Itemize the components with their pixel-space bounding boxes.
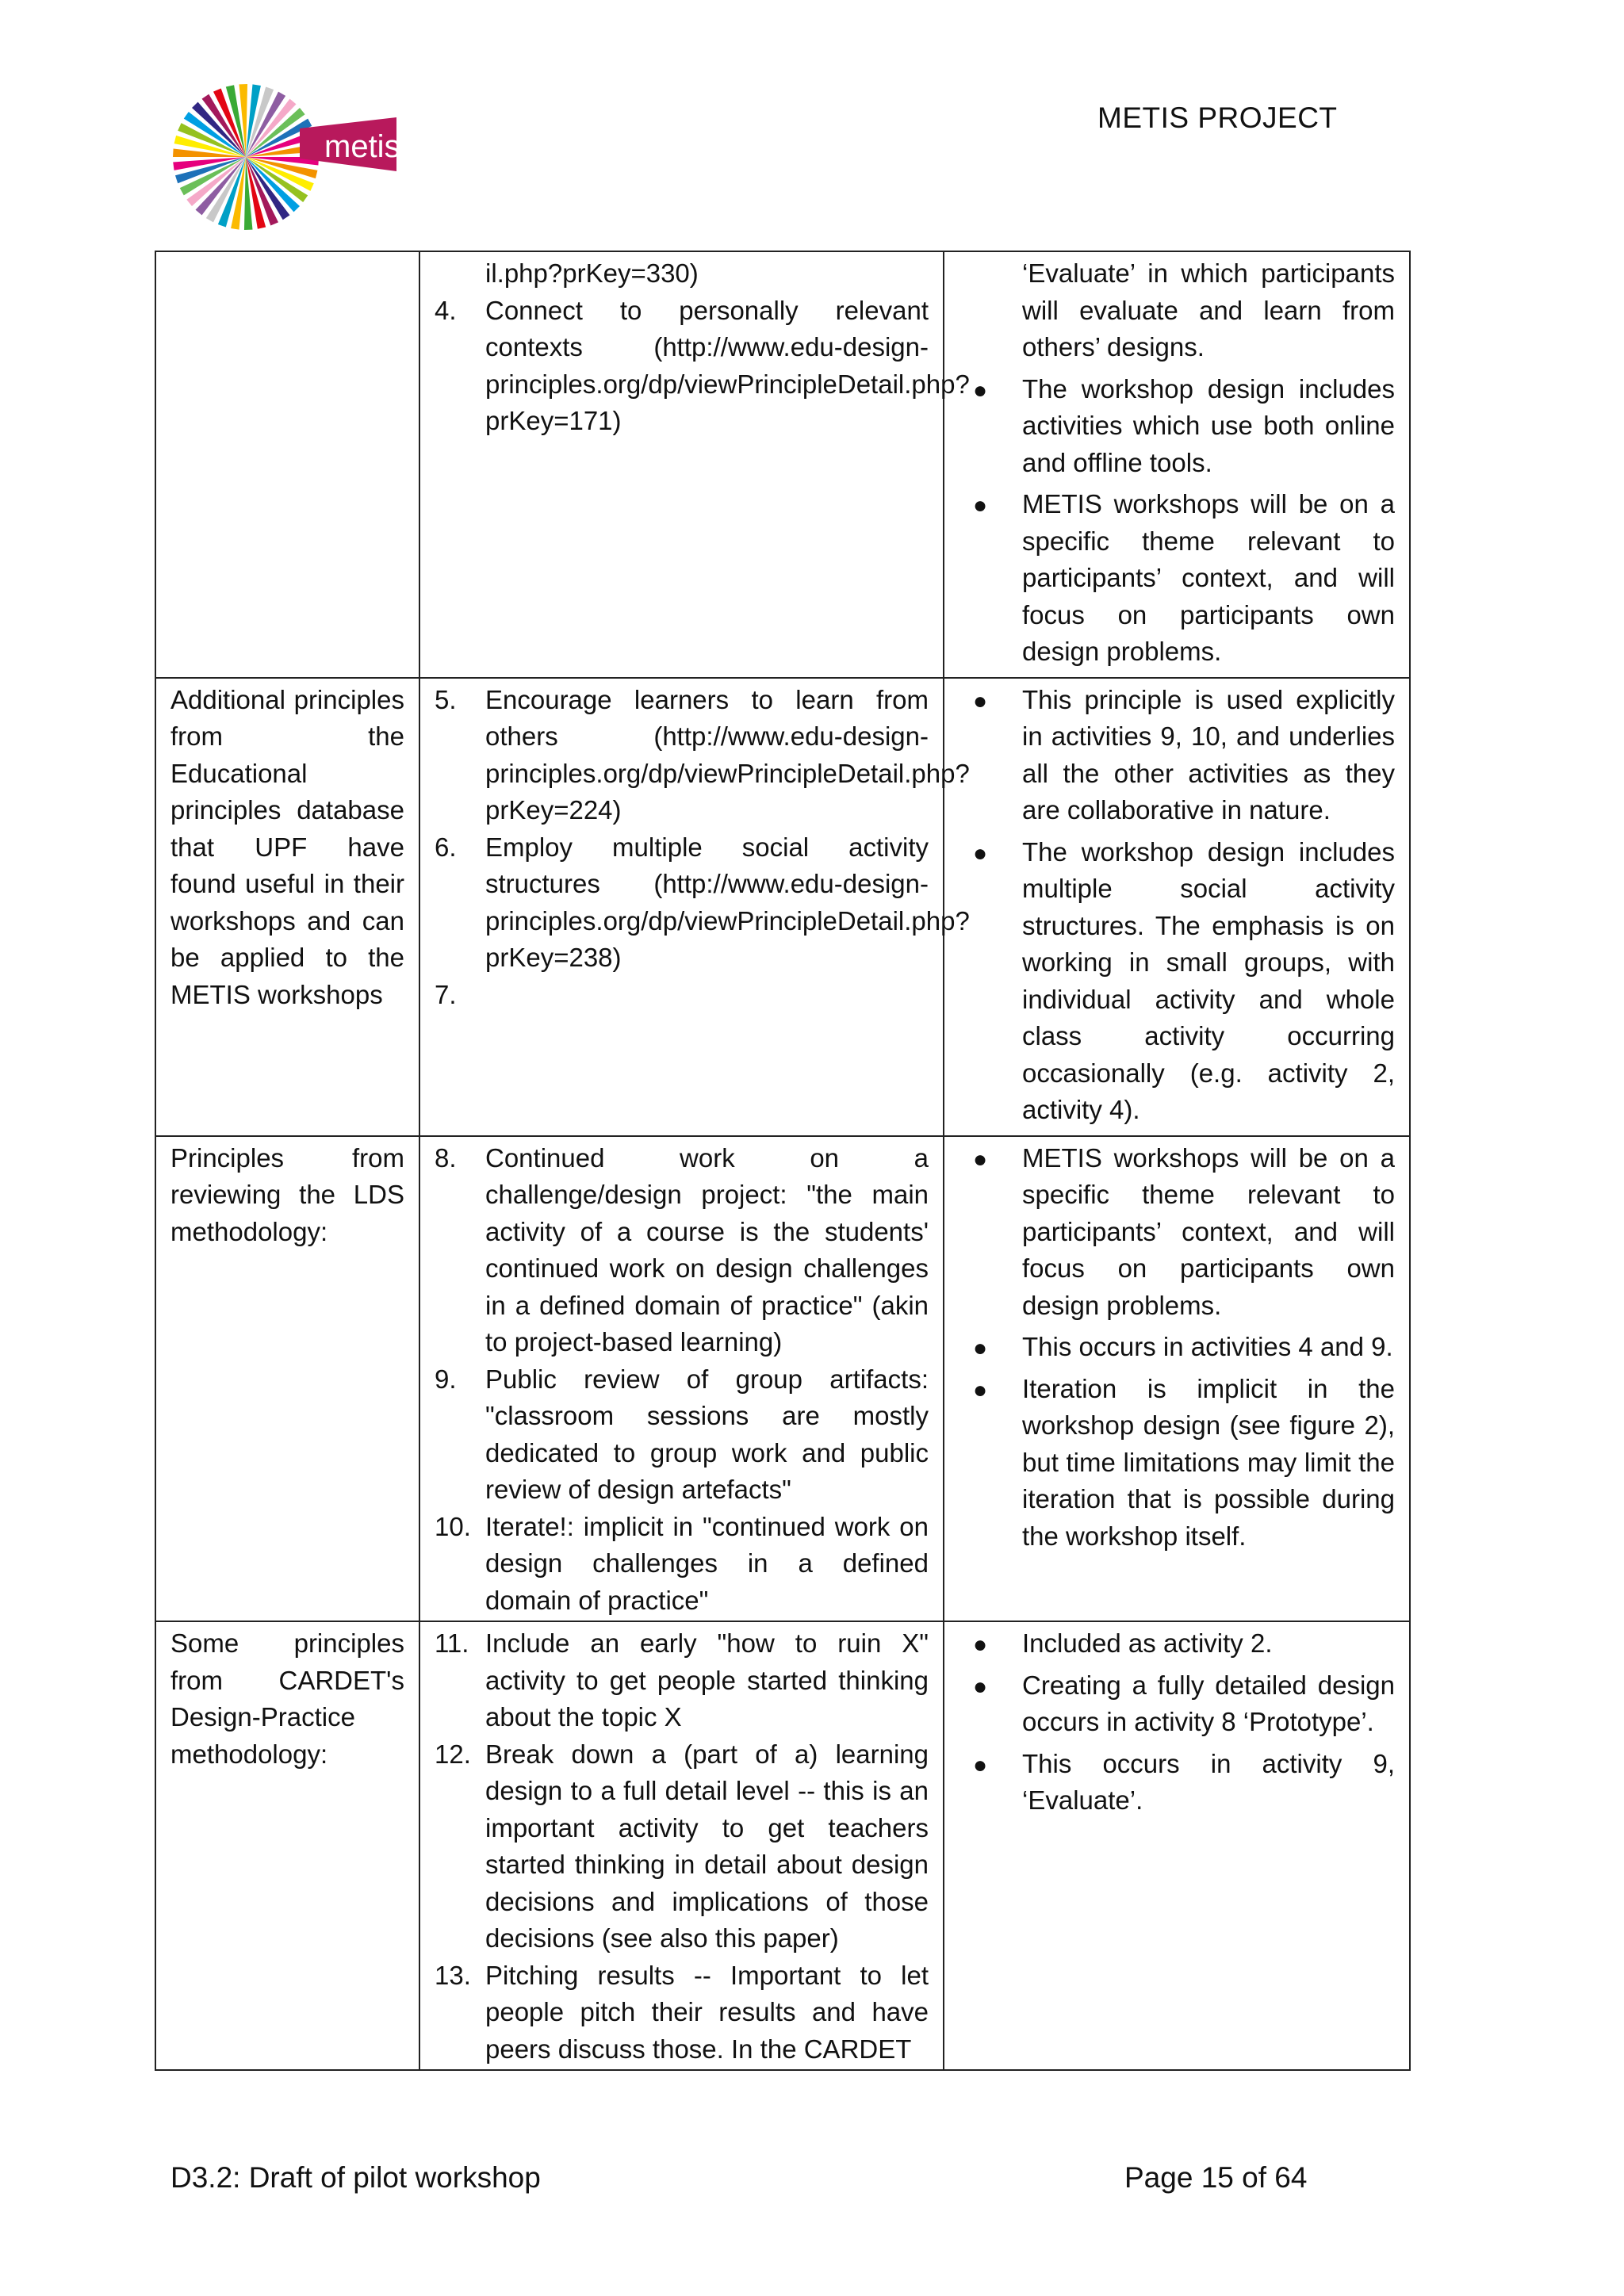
bullet-icon: ● <box>973 1632 988 1658</box>
note-item: ● Included as activity 2. <box>959 1625 1395 1663</box>
notes-cell <box>944 1621 1410 2070</box>
principle-number: 11. <box>435 1628 469 1658</box>
note-continuation: ‘Evaluate’ in which participants will evaluate and learn from others’ designs. <box>1022 258 1395 362</box>
notes-cell <box>944 1136 1410 1622</box>
bullet-icon: ● <box>973 687 988 714</box>
table-row <box>155 678 1410 1136</box>
note-item: ● This occurs in activities 4 and 9. <box>959 1329 1395 1366</box>
table-row <box>155 251 1410 678</box>
bullet-icon: ● <box>973 840 988 867</box>
principle-item: 8. Continued work on a challenge/design project: "the main activity of a course is the students' continued work on design challenges in a defined domain of practice" (akin to project-based learning) <box>435 1140 929 1361</box>
principle-item: 6. Employ multiple social activity structures (http://www.edu-design-principles.org/dp/viewPrincipleDetail.php?prKey=238) <box>435 829 929 977</box>
note-item: ● The workshop design includes activities which use both online and offline tools. <box>973 373 1395 477</box>
principle-item: 4. Connect to personally relevant contexts (http://www.edu-design-principles.org/dp/viewPrincipleDetail.php?prKey=171) <box>435 293 929 440</box>
principle-number: 4. <box>435 295 457 325</box>
principle-item <box>435 977 929 1013</box>
bullet-icon: ● <box>973 1673 988 1700</box>
principle-number: 7. <box>435 979 457 1009</box>
principle-item: il.php?prKey=330) <box>485 258 699 288</box>
category-text: Some principles from CARDET's Design-Practice methodology: <box>170 1628 404 1769</box>
note-item: ● This principle is used explicitly in activities 9, 10, and underlies all the other activities as they are collaborative in nature. <box>973 684 1395 825</box>
principle-number: 12. <box>435 1739 471 1769</box>
footer-doc-title: D3.2: Draft of pilot workshop <box>170 2161 541 2194</box>
logo-burst <box>173 84 319 230</box>
principle-number: 10. <box>435 1511 471 1541</box>
note-item: ● The workshop design includes multiple social activity structures. The emphasis is on working in small groups, with individual activity and whole class activity occurring occasionally (e.g. activity 2, activity 4). <box>973 836 1395 1124</box>
principle-number: 5. <box>435 684 457 714</box>
table-row <box>155 1621 1410 2070</box>
note-item: ● METIS workshops will be on a specific theme relevant to participants’ context, and will focus on participants own design problems. <box>973 1142 1395 1320</box>
notes-cell <box>944 251 1410 678</box>
bullet-icon: ● <box>973 1146 988 1173</box>
principle-item: 11. Include an early "how to ruin X" activity to get people started thinking about the topic X <box>435 1625 929 1736</box>
principles-cell <box>419 1136 944 1622</box>
bullet-icon: ● <box>973 1751 988 1778</box>
note-item: ● This occurs in activity 9, ‘Evaluate’. <box>973 1748 1395 1815</box>
principle-item: 9. Public review of group artifacts: "classroom sessions are mostly dedicated to group work and public review of design artefacts" <box>435 1361 929 1509</box>
bullet-icon: ● <box>973 492 988 519</box>
logo-text: metis <box>324 129 400 164</box>
bullet-icon: ● <box>973 1335 988 1361</box>
note-item: ● Creating a fully detailed design occurs in activity 8 ‘Prototype’. <box>973 1670 1395 1736</box>
note-item: ● METIS workshops will be on a specific theme relevant to participants’ context, and will focus on participants own design problems. <box>973 489 1395 666</box>
note-item: ● Iteration is implicit in the workshop design (see figure 2), but time limitations may limit the iteration that is possible during the workshop itself. <box>973 1373 1395 1551</box>
principle-item: 5. Encourage learners to learn from others (http://www.edu-design-principles.org/dp/viewPrincipleDetail.php?prKey=224) <box>435 682 929 829</box>
principle-number: 6. <box>435 832 457 862</box>
bullet-icon: ● <box>973 1376 988 1403</box>
category-text: Principles from reviewing the LDS methodology: <box>170 1142 404 1246</box>
notes-cell <box>944 678 1410 1136</box>
category-cell <box>155 678 419 1136</box>
category-cell <box>155 1621 419 2070</box>
category-cell <box>155 251 419 678</box>
principle-item: 12. Break down a (part of a) learning design to a full detail level -- this is an important activity to get teachers started thinking in detail about design decisions and implications of those decisions (see also this paper) <box>435 1736 929 1957</box>
principle-item: 10. Iterate!: implicit in "continued work on design challenges in a defined domain of practice" <box>435 1509 929 1620</box>
principles-cell <box>419 1621 944 2070</box>
bullet-icon: ● <box>973 377 988 404</box>
principles-cell <box>419 678 970 1136</box>
project-title: METIS PROJECT <box>1097 101 1338 134</box>
principle-item: 13. Pitching results -- Important to let people pitch their results and have peers discuss those. In the CARDET <box>435 1957 929 2068</box>
principle-number: 9. <box>435 1364 457 1394</box>
principle-number: 13. <box>435 1960 471 1990</box>
category-text: Additional principles from the Educational principles database that UPF have found useful in their workshops and can be applied to the METIS workshops <box>170 684 404 1009</box>
metis-logo <box>173 73 403 241</box>
principles-cell <box>419 251 970 678</box>
table-row <box>155 1136 1410 1622</box>
category-cell <box>155 1136 419 1622</box>
principles-table <box>155 251 1411 2071</box>
footer-page-number: Page 15 of 64 <box>1124 2161 1308 2194</box>
principle-number: 8. <box>435 1142 457 1173</box>
